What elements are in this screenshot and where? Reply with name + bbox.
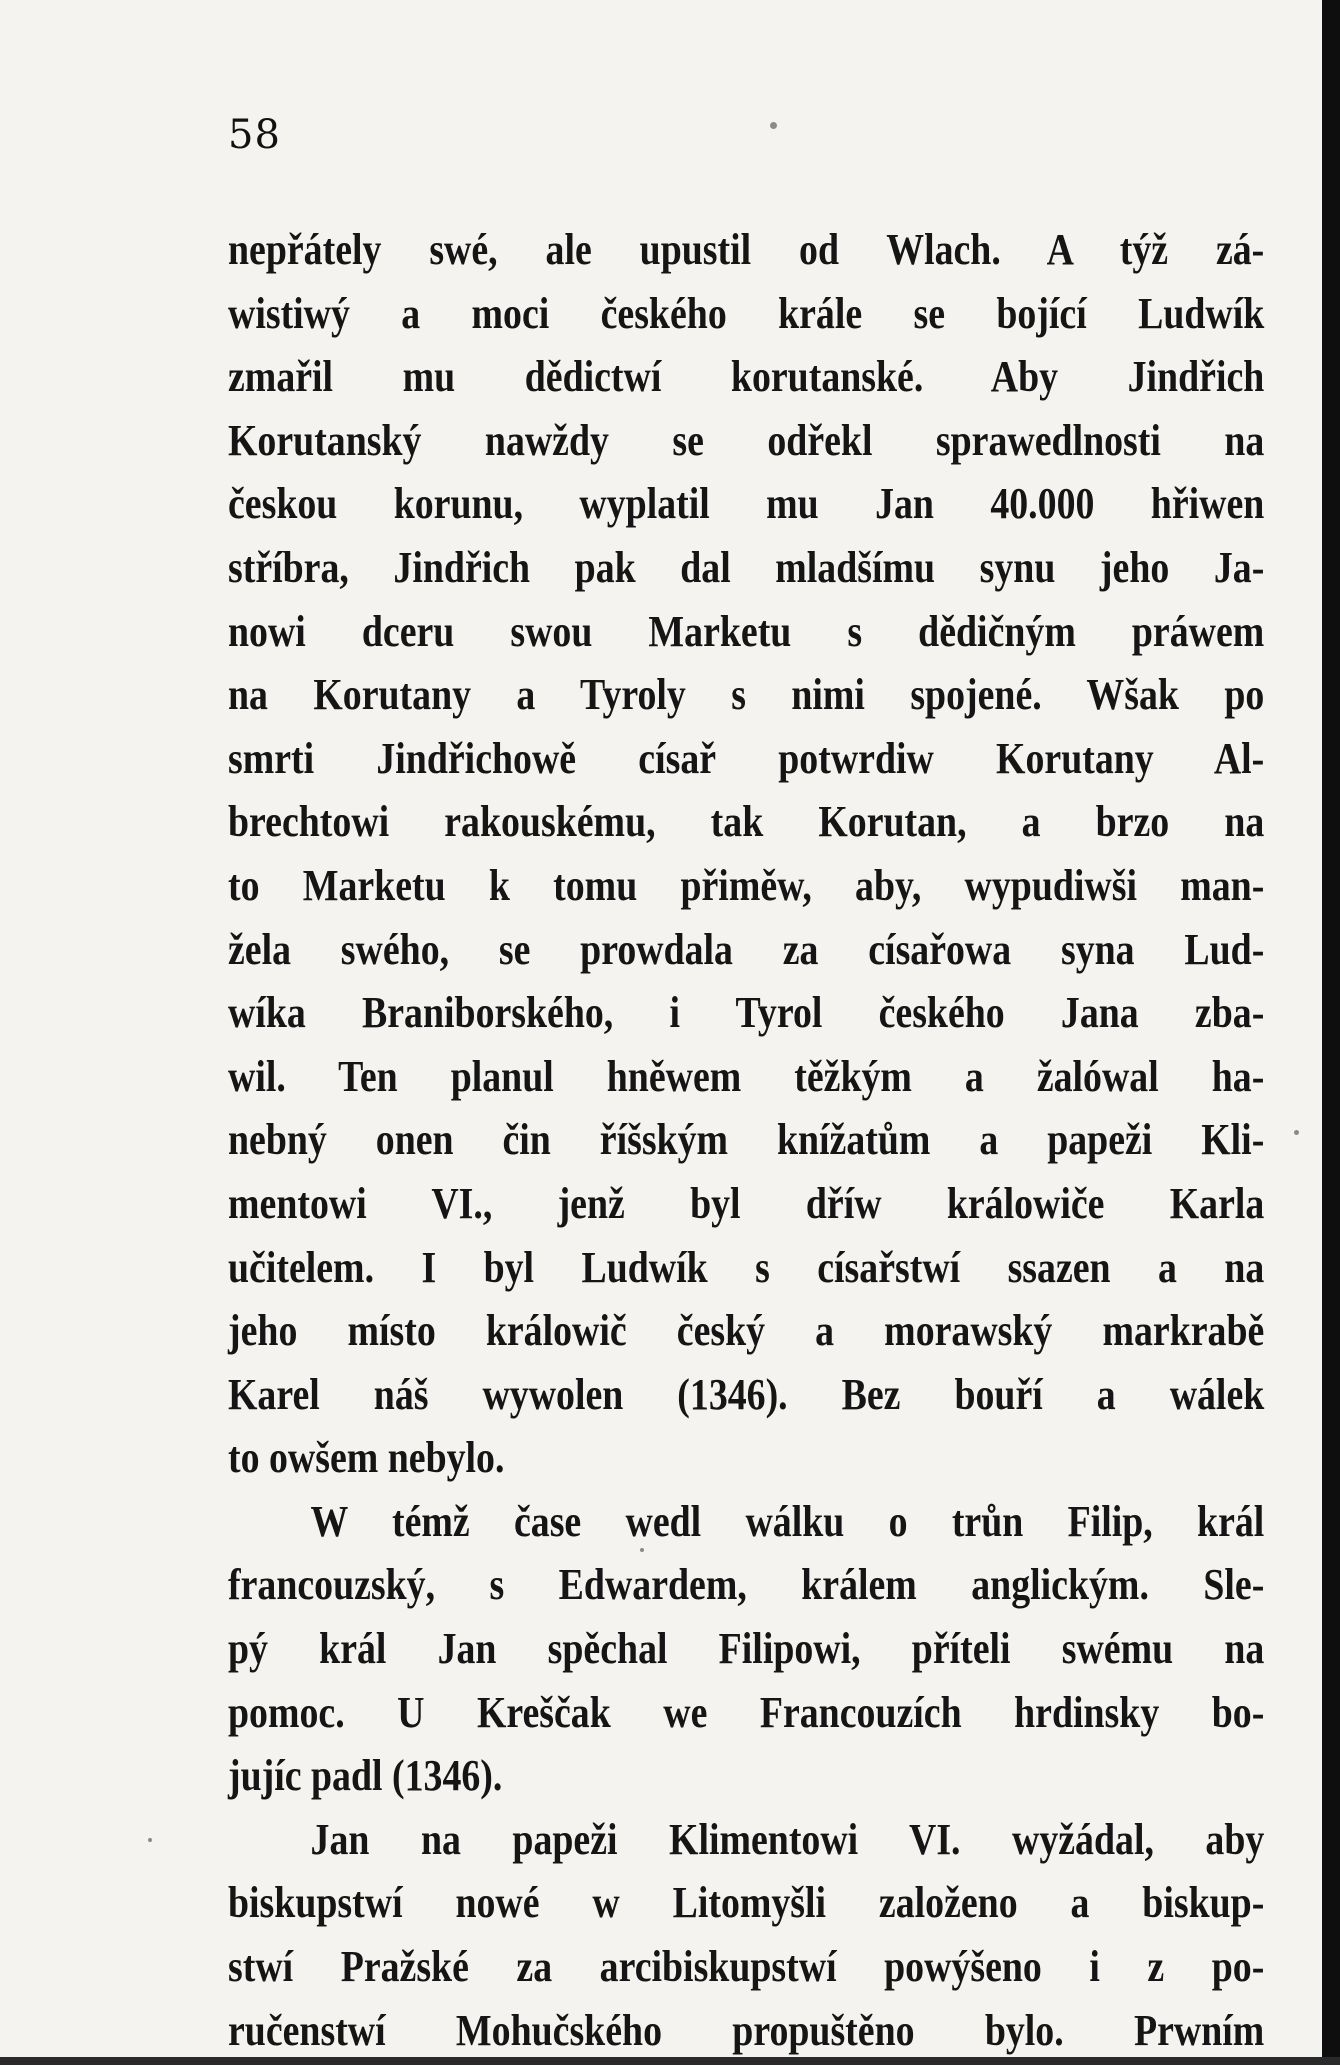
page-number: 58 [228,112,281,158]
text-line: nepřátely swé, ale upustil od Wlach. A týž zá- [228,225,1265,274]
text-line: wil. Ten planul hněwem těžkým a žalówal ha- [228,1051,1265,1101]
text-line: na Korutany a Tyroly s nimi spojené. Wšak po [228,670,1265,720]
text-line: francouzský, s Edwardem, králem anglickým. Sle- [228,1560,1265,1610]
text-line: mentowi VI., jenž byl dříw králowiče Karla [228,1178,1265,1228]
print-speck [1294,1130,1299,1135]
text-line: ručenstwí Mohučského propuštěno bylo. Prwním [228,2005,1265,2055]
print-speck [770,122,777,129]
text-line: jujíc padl (1346). [228,1751,503,1801]
text-line: Jan na papeži Klimentowi VI. wyžádal, aby [310,1814,1265,1864]
text-line: stříbra, Jindřich pak dal mladšímu synu jeho Ja- [228,542,1265,592]
text-line: pý král Jan spěchal Filipowi, příteli swému na [228,1624,1265,1674]
text-line: učitelem. I byl Ludwík s císařstwí ssazen a na [228,1242,1265,1292]
text-line: Korutanský nawždy se odřekl sprawedlnosti na [228,415,1265,465]
text-line: smrti Jindřichowě císař potwrdiw Korutany Al- [228,733,1265,783]
text-line: Karel náš wywolen (1346). Bez bouří a wálek [228,1369,1265,1419]
text-line: wíka Braniborského, i Tyrol českého Jana zba- [228,988,1265,1038]
text-line: W témž čase wedl wálku o trůn Filip, král [310,1496,1265,1546]
text-line: wistiwý a moci českého krále se bojící Ludwík [228,288,1265,338]
body-text [228,218,1264,2062]
text-line: jeho místo králowič český a morawský markrabě [228,1306,1265,1356]
page-edge-shadow [1322,0,1340,2065]
text-line: stwí Pražské za arcibiskupstwí powýšeno i z po- [228,1942,1265,1992]
text-line: nowi dceru swou Marketu s dědičným práwem [228,606,1265,656]
text-line: žela swého, se prowdala za císařowa syna Lud- [228,924,1265,974]
text-line: biskupstwí nowé w Litomyšli založeno a biskup- [228,1878,1265,1928]
text-line: brechtowi rakouskému, tak Korutan, a brzo na [228,797,1265,847]
text-line: to Marketu k tomu přiměw, aby, wypudiwši man- [228,860,1265,910]
text-line: českou korunu, wyplatil mu Jan 40.000 hřiwen [228,479,1265,529]
text-line: to owšem nebylo. [228,1433,505,1483]
text-line: pomoc. U Kreščak we Francouzích hrdinsky bo- [228,1687,1265,1737]
print-speck [148,1838,152,1842]
text-line: nebný onen čin říšským knížatům a papeži Kli- [228,1115,1265,1165]
text-line: zmařil mu dědictwí korutanské. Aby Jindřich [228,352,1265,402]
